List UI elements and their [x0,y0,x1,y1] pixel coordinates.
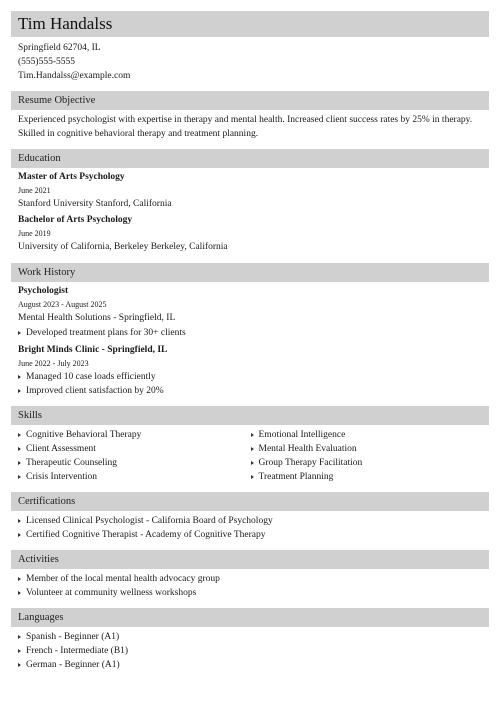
degree-date: June 2021 [18,186,51,195]
certifications-heading: Certifications [11,492,489,511]
degree: Bachelor of Arts Psychology [18,215,133,225]
school: Stanford University Stanford, California [18,199,172,209]
list-item: Licensed Clinical Psychologist - California Board of Psychology [18,514,483,528]
degree-date: June 2019 [18,229,51,238]
skills-section [11,406,489,484]
list-item: Client Assessment [18,442,251,456]
list-item: Mental Health Evaluation [251,442,484,456]
phone: (555)555-5555 [18,57,75,67]
job-date: June 2022 - July 2023 [18,359,89,368]
address: Springfield 62704, IL [18,43,101,53]
certifications-list [18,514,483,542]
list-item: Group Therapy Facilitation [251,456,484,470]
activities-list [18,572,483,600]
languages-list [18,630,483,672]
email: Tim.Handalss@example.com [18,71,131,81]
list-item: Improved client satisfaction by 20% [18,384,483,398]
name-heading: Tim Handalss [11,11,489,37]
contact-info [11,41,489,83]
languages-heading: Languages [11,608,489,627]
list-item: Volunteer at community wellness workshops [18,586,483,600]
list-item: Developed treatment plans for 30+ clients [18,326,483,340]
job-bullets [18,326,483,340]
list-item: Member of the local mental health advocacy group [18,572,483,586]
list-item: Certified Cognitive Therapist - Academy of Cognitive Therapy [18,528,483,542]
job-date: August 2023 - August 2025 [18,300,107,309]
objective-section [11,91,489,141]
list-item: Therapeutic Counseling [18,456,251,470]
list-item: German - Beginner (A1) [18,658,483,672]
list-item: Spanish - Beginner (A1) [18,630,483,644]
list-item: Cognitive Behavioral Therapy [18,428,251,442]
education-section [11,149,489,255]
work-section [11,263,489,398]
degree: Master of Arts Psychology [18,172,125,182]
job-company: Mental Health Solutions - Springfield, IL [18,313,176,323]
job-bullets [18,370,483,398]
job-title: Bright Minds Clinic - Springfield, IL [18,345,168,355]
objective-text: Experienced psychologist with expertise in therapy and mental health. Increased client success rates by 25% in therapy. Skilled in cognitive behavioral therapy and treatment planning. [18,115,473,139]
certifications-section [11,492,489,542]
skills-right-column [251,428,484,484]
list-item: Crisis Intervention [18,470,251,484]
skills-heading: Skills [11,406,489,425]
education-heading: Education [11,149,489,168]
list-item: Emotional Intelligence [251,428,484,442]
list-item: French - Intermediate (B1) [18,644,483,658]
list-item: Managed 10 case loads efficiently [18,370,483,384]
objective-heading: Resume Objective [11,91,489,110]
work-heading: Work History [11,263,489,282]
school: University of California, Berkeley Berkeley, California [18,242,228,252]
activities-section [11,550,489,600]
languages-section [11,608,489,672]
list-item: Treatment Planning [251,470,484,484]
skills-left-column [18,428,251,484]
job-title: Psychologist [18,286,69,296]
activities-heading: Activities [11,550,489,569]
